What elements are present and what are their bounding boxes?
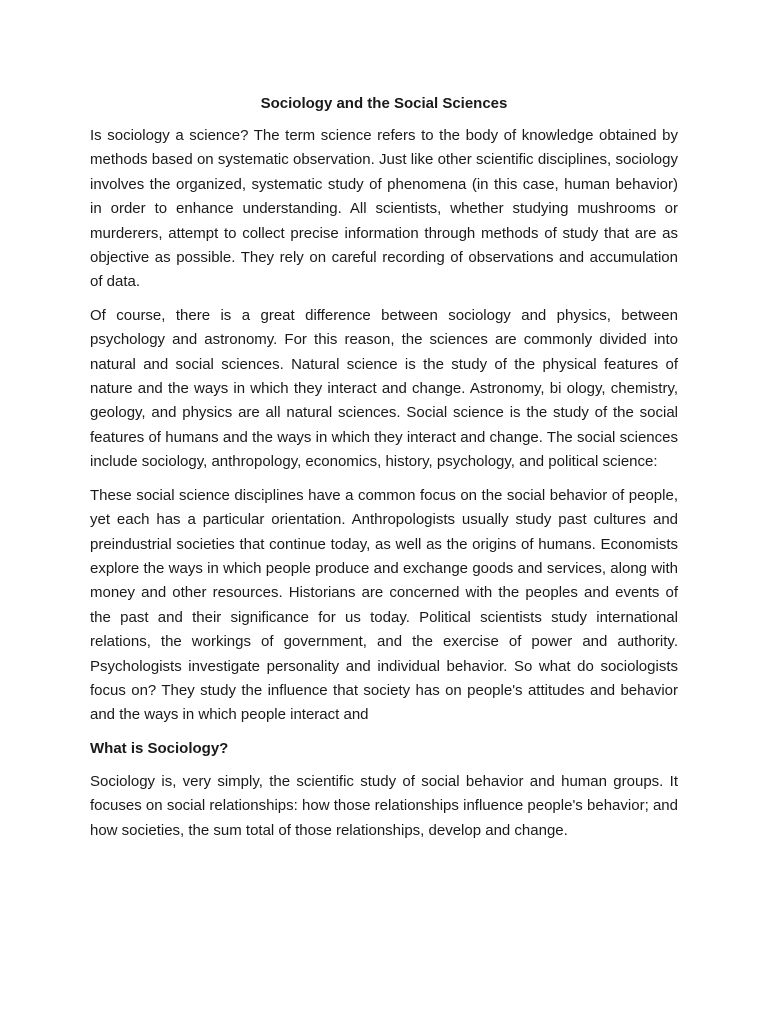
paragraph-intro: Is sociology a science? The term science refers to the body of knowledge obtained by methods based on systematic observation. Just like other scientific disciplines, sociology involves the organized, systematic study of phenomena (in this case, human behavior) in order to enhance understanding. All scientists, whether studying mushrooms or murderers, attempt to collect precise information through methods of study that are as objective as possible. They rely on careful recording of observations and accumulation of data. xyxy=(90,127,678,291)
page-title: Sociology and the Social Sciences xyxy=(260,95,508,112)
document-page xyxy=(90,93,678,852)
paragraph-what-is-sociology: Sociology is, very simply, the scientific study of social behavior and human groups. It focuses on social relationships: how those relationships influence people's behavior; and how societies, the sum total of those relationships, develop and change. xyxy=(90,772,678,839)
paragraph-natural-social-sciences: Of course, there is a great difference between sociology and physics, between psychology and astronomy. For this reason, the sciences are commonly divided into natural and social sciences. Natural science is the study of the physical features of nature and the ways in which they interact and change. Astronomy, bi ology, chemistry, geology, and physics are all natural sciences. Social science is the study of the social features of humans and the ways in which they interact and change. The social sciences include sociology, anthropology, economics, history, psychology, and political science: xyxy=(90,306,678,471)
section-heading: What is Sociology? xyxy=(90,739,229,757)
paragraph-social-science-disciplines: These social science disciplines have a common focus on the social behavior of people, yet each has a particular orientation. Anthropologists usually study past cultures and preindustrial societies that continue today, as well as the origins of humans. Economists explore the ways in which people produce and exchange goods and services, along with money and other resources. Historians are concerned with the peoples and events of the past and their significance for us today. Political scientists study international relations, the workings of government, and the exercise of power and authority. Psychologists investigate personality and individual behavior. So what do sociologists focus on? They study the influence that society has on people's attitudes and behavior and the ways in which people interact and xyxy=(90,486,678,724)
